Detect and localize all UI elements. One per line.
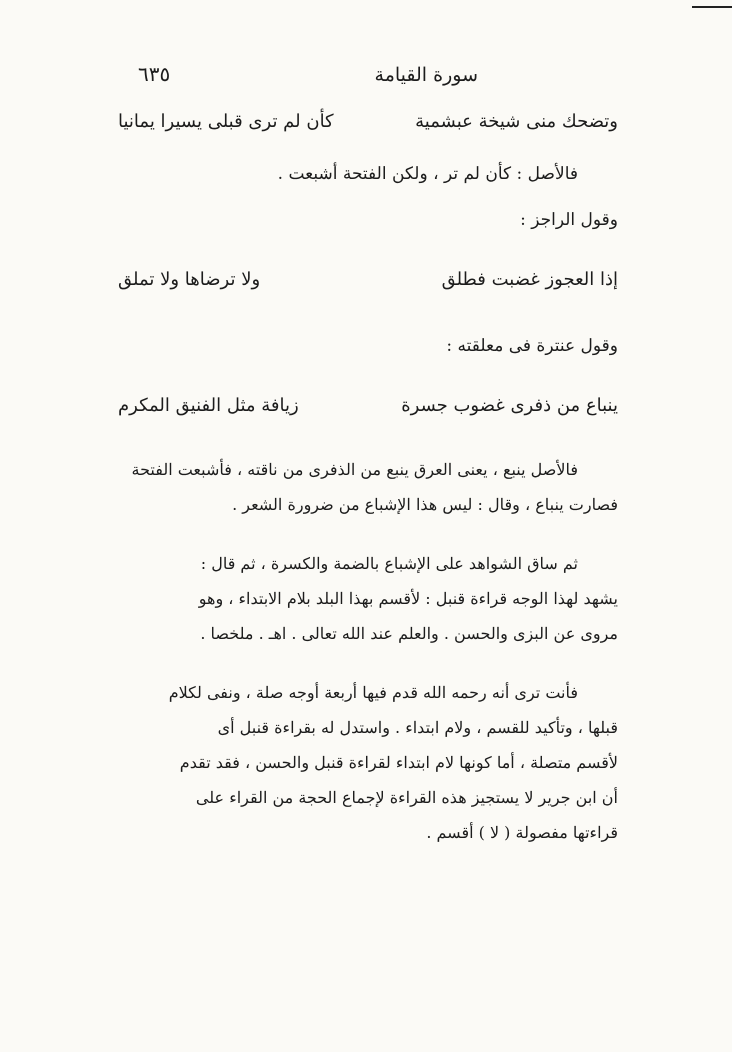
poetry-verse-1	[118, 102, 618, 154]
verse-1-first-hemistich: وتضحك منى شيخة عبشمية	[415, 111, 618, 132]
surah-title: سورة القيامة	[374, 64, 478, 86]
paragraph-line: لأقسم متصلة ، أما كونها لام ابتداء لقراءة قنبل والحسن ، فقد تقدم	[179, 753, 618, 772]
paragraph-3	[118, 675, 618, 850]
top-edge-rule	[692, 6, 732, 8]
paragraph-2	[118, 546, 618, 651]
paragraph-line: فأنت ترى أنه رحمه الله قدم فيها أربعة أوجه صلة ، ونفى لكلام	[168, 683, 578, 702]
paragraph-line: قراءتها مفصولة ( لا ) أقسم .	[426, 823, 618, 842]
paragraph-line: فالأصل ينبع ، يعنى العرق ينبع من الذفرى من ناقته ، فأشبعت الفتحة	[131, 460, 578, 479]
verse-2-second-hemistich: ولا ترضاها ولا تملق	[118, 269, 261, 290]
verse-3-first-hemistich: ينباع من ذفرى غضوب جسرة	[401, 395, 618, 416]
paragraph-line: مروى عن البزى والحسن . والعلم عند الله تعالى . اهـ . ملخصا .	[200, 624, 618, 643]
paragraph-line: يشهد لهذا الوجه قراءة قنبل : لأقسم بهذا البلد بلام الابتداء ، وهو	[198, 589, 618, 608]
verse-3-second-hemistich: زيافة مثل الفنيق المكرم	[118, 395, 299, 416]
book-page	[118, 62, 618, 850]
verse-2-first-hemistich: إذا العجوز غضبت فطلق	[441, 269, 618, 290]
paragraph-line: ثم ساق الشواهد على الإشباع بالضمة والكسرة ، ثم قال :	[200, 554, 578, 573]
poetry-verse-3	[118, 386, 618, 438]
text-line: فالأصل : كأن لم تر ، ولكن الفتحة أشبعت .	[277, 164, 578, 184]
paragraph-line: قبلها ، وتأكيد للقسم ، ولام ابتداء . واستدل له بقراءة قنبل أى	[217, 718, 618, 737]
paragraph-1	[118, 452, 618, 522]
page-number: ٦٣٥	[138, 62, 171, 86]
text-line: وقول عنترة فى معلقته :	[446, 336, 618, 356]
verse-1-second-hemistich: كأن لم ترى قبلى يسيرا يمانيا	[118, 111, 334, 132]
running-header	[118, 62, 618, 102]
paragraph-line: أن ابن جرير لا يستجيز هذه القراءة لإجماع الحجة من القراء على	[195, 788, 618, 807]
text-line: وقول الراجز :	[520, 210, 618, 230]
paragraph-line: فصارت ينباع ، وقال : ليس هذا الإشباع من ضرورة الشعر .	[232, 495, 618, 514]
poetry-verse-2	[118, 260, 618, 312]
